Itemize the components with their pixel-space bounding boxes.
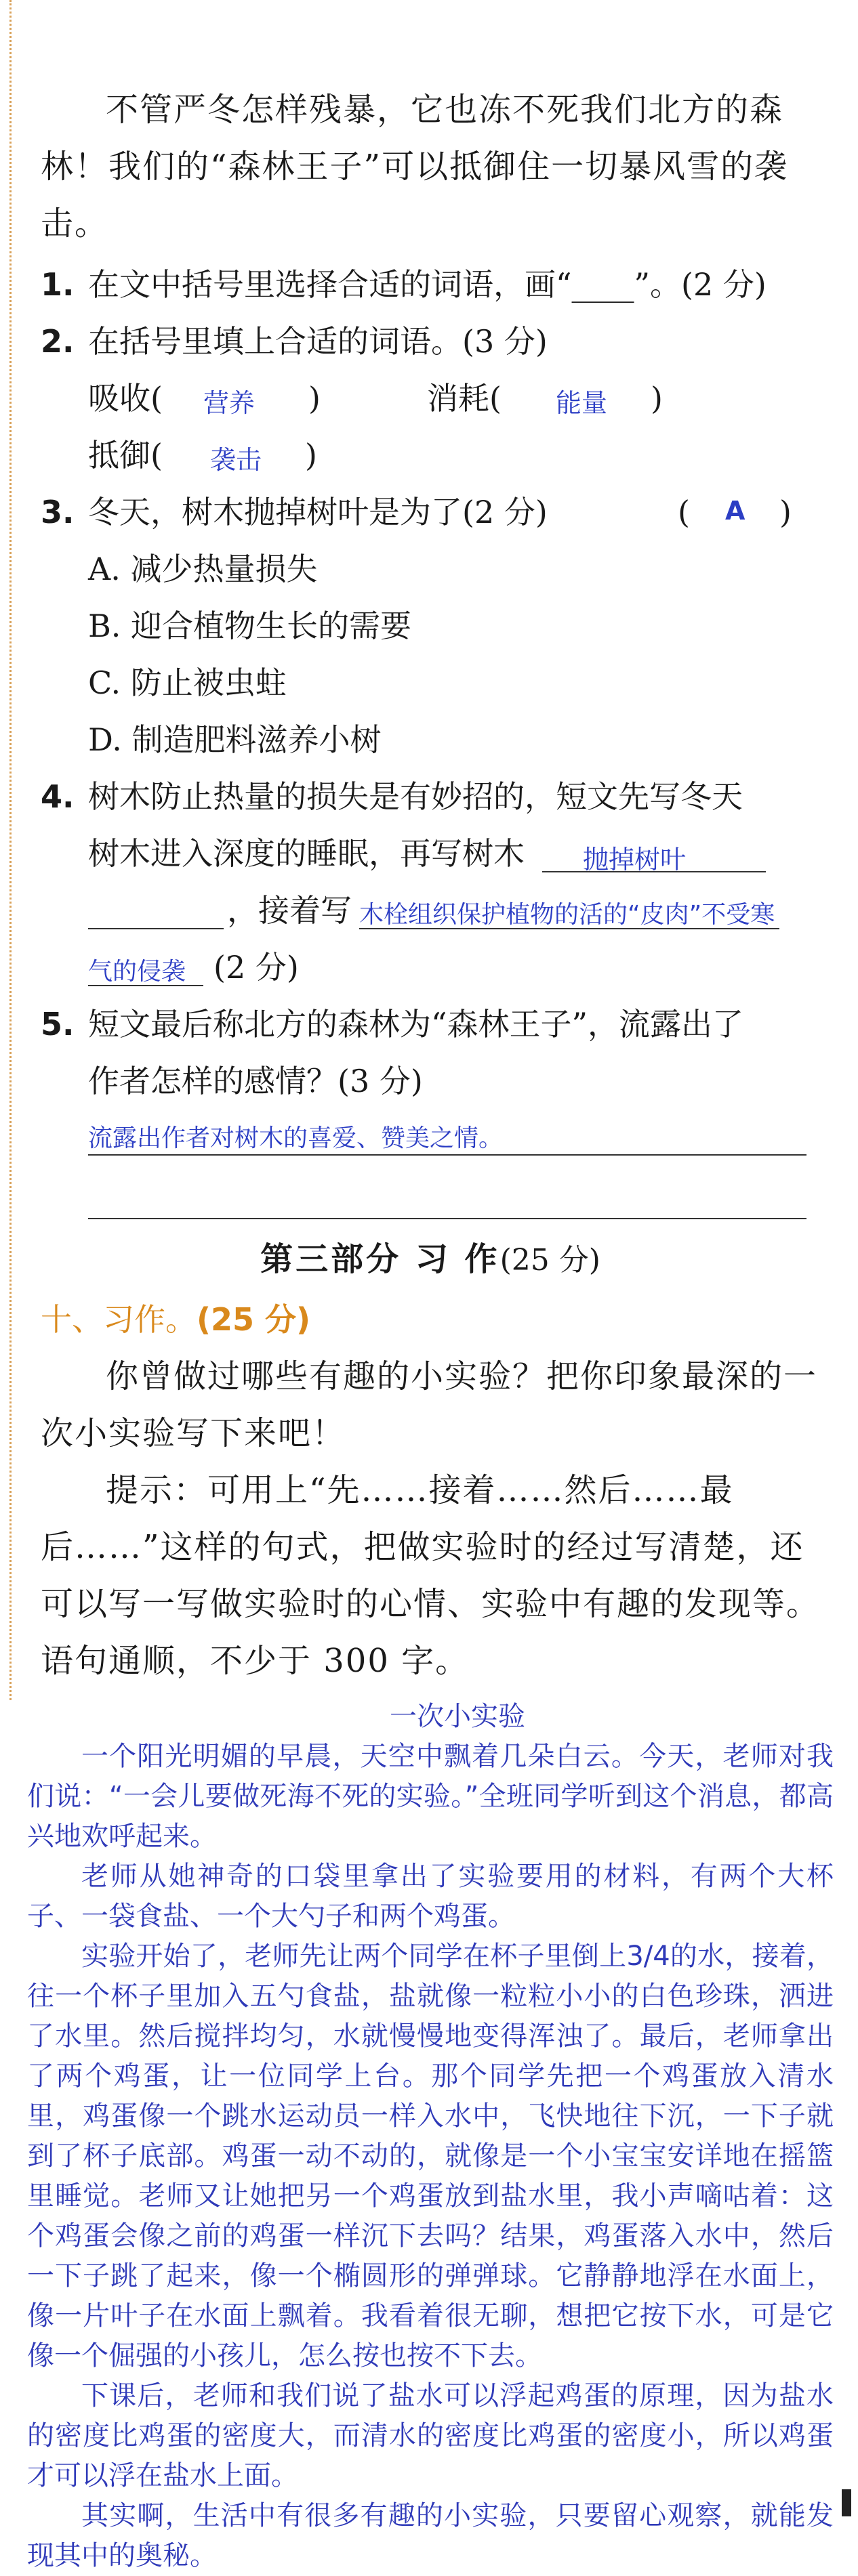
question-text: 在括号里填上合适的词语。(3 分) [88, 323, 548, 360]
section-3-heading [41, 1229, 820, 1291]
question-number: 3. [41, 494, 75, 530]
question-number: 2. [41, 323, 75, 360]
fill-prefix: 抵御( [88, 437, 163, 473]
question-text: ，接着写 [227, 892, 352, 929]
question-text: 树木进入深度的睡眠，再写树木 [88, 835, 525, 872]
fill-suffix: ) [305, 437, 317, 473]
question-text: 短文最后称北方的森林为“森林王子”，流露出了 [88, 1006, 744, 1042]
fill-answer: 营养 [203, 388, 256, 418]
fill-suffix: ) [651, 380, 663, 417]
option-c: C. 防止被虫蛀 [88, 664, 287, 701]
option-b: B. 迎合植物生长的需要 [88, 608, 412, 644]
q4-answer-1: 抛掉树叶 [583, 845, 687, 874]
q2-fill-row-2 [41, 427, 820, 484]
question-text: 冬天，树木抛掉树叶是为了(2 分) [88, 494, 548, 530]
essay-paragraph: 其实啊，生活中有很多有趣的小实验，只要留心观察，就能发现其中的奥秘。 [27, 2500, 834, 2571]
answer-blank [88, 1173, 806, 1219]
answer-blank [88, 889, 224, 929]
binding-margin-line [9, 0, 12, 1700]
essay-paragraph: 一个阳光明媚的早晨，天空中飘着几朵白云。今天，老师对我们说：“一会儿要做死海不死的实验。”全班同学听到这个消息，都高兴地欢呼起来。 [27, 1741, 834, 1852]
q4-line-2 [41, 825, 820, 882]
writing-prompt: 你曾做过哪些有趣的小实验？把你印象最深的一次小实验写下来吧！ [41, 1357, 818, 1452]
answer-paren-close: ) [779, 494, 792, 530]
q4-line-4 [41, 939, 820, 996]
question-3 [41, 484, 820, 541]
essay-paragraph: 实验开始了，老师先让两个同学在杯子里倒上3/4的水，接着，往一个杯子里加入五勺食盐，盐就像一粒粒小小的白色珍珠，洒进了水里。然后搅拌均匀，水就慢慢地变得浑浊了。最后，老师拿出了两个鸡蛋，让一位同学上台。那个同学先把一个鸡蛋放入清水里，鸡蛋像一个跳水运动员一样入水中，飞快地往下沉，一下子就到了杯子底部。鸡蛋一动不动的，就像是一个小宝宝安详地在摇篮里睡觉。老师又让她把另一个鸡蛋放到盐水里，我小声嘀咕着：这个鸡蛋会像之前的鸡蛋一样沉下去吗？结果，鸡蛋落入水中，然后一下子跳了起来，像一个椭圆形的弹弹球。它静静地浮在水面上，像一片叶子在水面上飘着。我看着很无聊，想把它按下水，可是它像一个倔强的小孩儿，怎么按也按不下去。 [27, 1941, 834, 2371]
question-5 [41, 996, 820, 1053]
option-a: A. 减少热量损失 [88, 551, 318, 587]
handwritten-essay [27, 1697, 834, 2576]
essay-paragraph: 老师从她神奇的口袋里拿出了实验要用的材料，有两个大杯子、一袋食盐、一个大勺子和两个鸡蛋。 [27, 1861, 834, 1932]
answer-blank [359, 889, 779, 929]
page-edge-mark [842, 2489, 851, 2516]
fill-answer: 能量 [556, 388, 608, 418]
question-number: 4. [41, 778, 75, 815]
q3-answer: A [725, 496, 745, 526]
option-d: D. 制造肥料滋养小树 [88, 721, 382, 758]
section-title: 第三部分 习 作 [260, 1240, 500, 1278]
q4-answer-2a: 木栓组织保护植物的活的“皮肉”不受寒 [359, 901, 775, 929]
worksheet-top [41, 81, 820, 1689]
q5-blank-line [41, 1166, 820, 1223]
essay-paragraph: 下课后，老师和我们说了盐水可以浮起鸡蛋的原理，因为盐水的密度比鸡蛋的密度大，而清水的密度比鸡蛋的密度小，所以鸡蛋才可以浮在盐水上面。 [27, 2380, 834, 2491]
section-points: (25 分) [499, 1243, 600, 1278]
writing-hint: 提示：可用上“先……接着……然后……最后……”这样的句式，把做实验时的经过写清楚，还可以写一写做实验时的心情、实验中有趣的发现等。语句通顺，不少于 300 字。 [41, 1471, 821, 1680]
question-text: 在文中括号里选择合适的词语，画“____”。(2 分) [88, 266, 767, 303]
question-points: (2 分) [213, 949, 299, 986]
question-text: 树木防止热量的损失是有妙招的，短文先写冬天 [88, 778, 743, 815]
question-10-label: 十、习作。 [41, 1301, 197, 1338]
answer-blank [88, 946, 203, 986]
essay-title: 一次小实验 [390, 1701, 525, 1732]
question-text: 作者怎样的感情？(3 分) [88, 1063, 423, 1099]
q5-answer: 流露出作者对树木的喜爱、赞美之情。 [88, 1124, 504, 1152]
answer-paren-open: ( [678, 494, 690, 530]
question-4 [41, 768, 820, 825]
question-number: 1. [41, 266, 75, 303]
fill-prefix: 消耗( [427, 380, 502, 417]
question-number: 5. [41, 1006, 75, 1042]
q4-answer-2b: 气的侵袭 [88, 958, 186, 986]
question-1 [41, 256, 820, 313]
question-10-heading [41, 1291, 820, 1348]
question-2 [41, 313, 820, 370]
answer-blank [542, 832, 766, 872]
fill-suffix: ) [308, 380, 321, 417]
q5-answer-line [41, 1110, 820, 1166]
fill-answer: 袭击 [210, 445, 262, 475]
question-10-points: (25 分) [197, 1301, 311, 1338]
q4-line-3 [41, 882, 820, 939]
answer-blank [88, 1110, 806, 1156]
passage-ending: 不管严冬怎样残暴，它也冻不死我们北方的森林！我们的“森林王子”可以抵御住一切暴风雪的袭击。 [41, 91, 789, 242]
q2-fill-row-1 [41, 370, 820, 427]
fill-prefix: 吸收( [88, 380, 163, 417]
